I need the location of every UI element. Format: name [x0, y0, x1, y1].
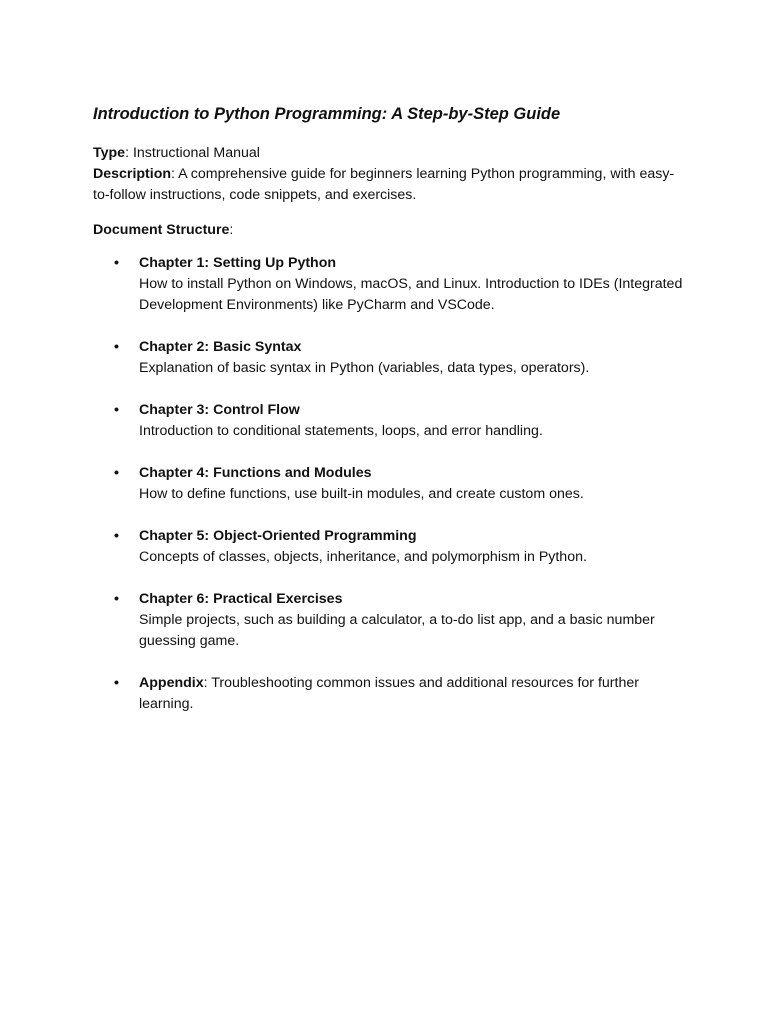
chapter-item [93, 526, 683, 568]
chapter-list [93, 253, 683, 715]
type-label: Type [93, 145, 126, 161]
bullet-icon: • [114, 528, 119, 544]
bullet-icon: • [114, 591, 119, 607]
chapter-title: Chapter 1: Setting Up Python [139, 255, 337, 271]
description-line [93, 164, 683, 206]
chapter-title: Chapter 2: Basic Syntax [139, 339, 302, 355]
appendix-title: Appendix [139, 675, 204, 691]
document-title: Introduction to Python Programming: A Step-by-Step Guide [93, 105, 561, 123]
appendix-item [93, 673, 683, 715]
bullet-icon: • [114, 465, 119, 481]
structure-heading [93, 220, 683, 241]
chapter-item [93, 463, 683, 505]
chapter-description: Simple projects, such as building a calculator, a to-do list app, and a basic number guessing game. [139, 612, 655, 649]
chapter-title: Chapter 3: Control Flow [139, 402, 300, 418]
description-label: Description [93, 166, 172, 182]
chapter-item [93, 400, 683, 442]
structure-label: Document Structure [93, 222, 230, 238]
structure-suffix: : [229, 222, 234, 238]
bullet-icon: • [114, 255, 119, 271]
document-content [93, 103, 683, 736]
chapter-item [93, 253, 683, 316]
chapter-title: Chapter 5: Object-Oriented Programming [139, 528, 417, 544]
description-value: : A comprehensive guide for beginners learning Python programming, with easy-to-follow instructions, code snippets, and exercises. [93, 166, 675, 203]
chapter-title: Chapter 6: Practical Exercises [139, 591, 343, 607]
chapter-description: How to install Python on Windows, macOS, and Linux. Introduction to IDEs (Integrated Development Environments) like PyCharm and VSCode. [139, 276, 683, 313]
chapter-description: Introduction to conditional statements, loops, and error handling. [139, 423, 543, 439]
type-line [93, 143, 683, 164]
bullet-icon: • [114, 402, 119, 418]
type-value: : Instructional Manual [125, 145, 260, 161]
chapter-description: How to define functions, use built-in modules, and create custom ones. [139, 486, 584, 502]
chapter-description: Concepts of classes, objects, inheritance, and polymorphism in Python. [139, 549, 587, 565]
bullet-icon: • [114, 675, 119, 691]
chapter-item [93, 589, 683, 652]
bullet-icon: • [114, 339, 119, 355]
chapter-description: Explanation of basic syntax in Python (variables, data types, operators). [139, 360, 590, 376]
chapter-item [93, 337, 683, 379]
chapter-title: Chapter 4: Functions and Modules [139, 465, 372, 481]
appendix-description: : Troubleshooting common issues and additional resources for further learning. [139, 675, 639, 712]
